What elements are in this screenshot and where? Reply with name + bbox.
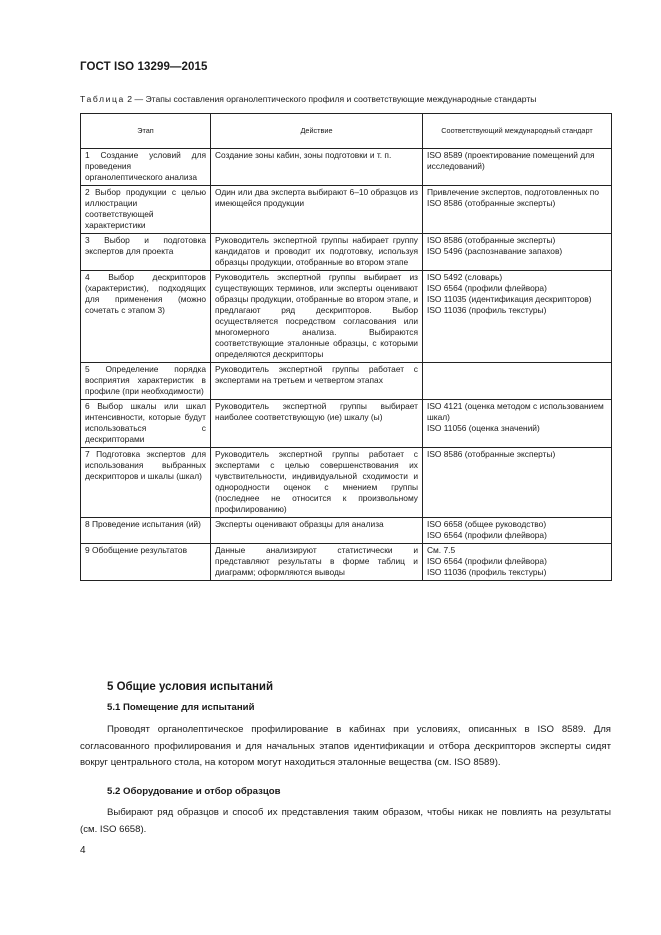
section-5-1-paragraph (80, 722, 611, 772)
cell-action: Руководитель экспертной группы выбирает из существующих терминов, или эксперты оценивают образцы продукции, отобранные во втором этапе, и предлагают ряд дескрипторов. Выбор осуществляется посредством согласования или многомерного анализа. Выбираются соответствующие эталонные образцы, с которыми определяются дескрипторы (211, 271, 423, 363)
cell-stage: 8 Проведение испытания (ий) (81, 518, 211, 544)
standard-reference: ISO 11056 (оценка значений) (427, 423, 540, 433)
table-body (81, 149, 612, 581)
table-row (81, 363, 612, 400)
standard-reference: ISO 6564 (профили флейвора) (427, 530, 547, 540)
cell-stage: 3 Выбор и подготовка экспертов для проекта (81, 234, 211, 271)
cell-stage: 1 Создание условий для проведения органолептического анализа (81, 149, 211, 186)
table-caption (80, 94, 536, 104)
cell-action: Руководитель экспертной группы выбирает наиболее соответствующую (ие) шкалу (ы) (211, 400, 423, 448)
table-row (81, 234, 612, 271)
column-header-standard: Соответствующий международный стандарт (423, 114, 612, 149)
standard-reference: ISO 11036 (профиль текстуры) (427, 567, 547, 577)
cell-stage: 4 Выбор дескрипторов (характеристик), подходящих для применения (можно сочетать с этапом 3) (81, 271, 211, 363)
cell-stage: 7 Подготовка экспертов для использования выбранных дескрипторов и шкалы (шкал) (81, 448, 211, 518)
standard-reference: ISO 6564 (профили флейвора) (427, 283, 547, 293)
standard-reference: ISO 11036 (профиль текстуры) (427, 305, 547, 315)
cell-stage: 2 Выбор продукции с целью иллюстрации соответствующей характеристики (81, 186, 211, 234)
section-5-2-paragraph (80, 805, 611, 838)
column-header-stage: Этап (81, 114, 211, 149)
standard-reference: ISO 5496 (распознавание запахов) (427, 246, 563, 256)
cell-action: Руководитель экспертной группы работает с экспертами с целью совершенствования их чувствительности, индивидуальной сходимости и однородности оценок с мнением группы (последнее не относится к произвольному профилированию) (211, 448, 423, 518)
cell-standard (423, 271, 612, 363)
table-row (81, 149, 612, 186)
standard-reference: ISO 8589 (проектирование помещений для исследований) (427, 150, 595, 171)
cell-action: Создание зоны кабин, зоны подготовки и т. п. (211, 149, 423, 186)
stages-table (80, 113, 612, 581)
standard-reference: ISO 4121 (оценка методом с использованием шкал) (427, 401, 604, 422)
standard-reference: ISO 6658 (общее руководство) (427, 519, 547, 529)
cell-stage: 5 Определение порядка восприятия характеристик в профиле (при необходимости) (81, 363, 211, 400)
cell-stage: 9 Обобщение результатов (81, 544, 211, 581)
standard-reference: ISO 5492 (словарь) (427, 272, 503, 282)
cell-standard (423, 186, 612, 234)
document-header: ГОСТ ISO 13299—2015 (80, 61, 208, 73)
cell-action: Данные анализируют статистически и представляют результаты в форме таблиц и диаграмм; оформляются выводы (211, 544, 423, 581)
page-number: 4 (80, 845, 86, 856)
cell-action: Руководитель экспертной группы работает с экспертами на третьем и четвертом этапах (211, 363, 423, 400)
section-5-1-text: Проводят органолептическое профилирование в кабинах при условиях, описанных в ISO 8589. Для согласованного профилирования и для начальных этапов идентификации и отбора дескрипторов эксперты сидят вокруг центрального стола, на котором могут находиться эталонные вещества (см. ISO 8589). (80, 724, 611, 768)
table-row (81, 400, 612, 448)
standard-reference: См. 7.5 (427, 545, 456, 555)
table-caption-text: 2 — Этапы составления органолептического профиля и соответствующие международные стандарты (124, 94, 537, 104)
table-caption-label: Таблица (80, 94, 125, 104)
cell-action: Эксперты оценивают образцы для анализа (211, 518, 423, 544)
cell-standard (423, 363, 612, 400)
table-row (81, 186, 612, 234)
cell-stage: 6 Выбор шкалы или шкал интенсивности, которые будут использоваться с дескрипторами (81, 400, 211, 448)
standard-reference: ISO 6564 (профили флейвора) (427, 556, 547, 566)
section-5-1-title: 5.1 Помещение для испытаний (107, 702, 255, 713)
table-row (81, 518, 612, 544)
cell-action: Один или два эксперта выбирают 6–10 образцов из имеющейся продукции (211, 186, 423, 234)
section-5-title: 5 Общие условия испытаний (107, 681, 274, 693)
table-row (81, 544, 612, 581)
section-5-2-title: 5.2 Оборудование и отбор образцов (107, 786, 281, 797)
cell-standard (423, 518, 612, 544)
cell-standard (423, 400, 612, 448)
column-header-action: Действие (211, 114, 423, 149)
table-row (81, 271, 612, 363)
standard-reference: ISO 8586 (отобранные эксперты) (427, 449, 556, 459)
standard-reference: ISO 8586 (отобранные эксперты) (427, 235, 556, 245)
section-5-2-text: Выбирают ряд образцов и способ их представления таким образом, чтобы никак не повлиять на результаты (см. ISO 6658). (80, 807, 611, 835)
cell-standard (423, 448, 612, 518)
cell-standard (423, 234, 612, 271)
table-header-row (81, 114, 612, 149)
table-row (81, 448, 612, 518)
cell-standard (423, 544, 612, 581)
cell-standard (423, 149, 612, 186)
standard-reference: ISO 11035 (идентификация дескрипторов) (427, 294, 592, 304)
cell-action: Руководитель экспертной группы набирает группу кандидатов и проводит их подготовку, используя образцы продукции, отобранные во втором этапе (211, 234, 423, 271)
standard-reference: Привлечение экспертов, подготовленных по ISO 8586 (отобранные эксперты) (427, 187, 599, 208)
